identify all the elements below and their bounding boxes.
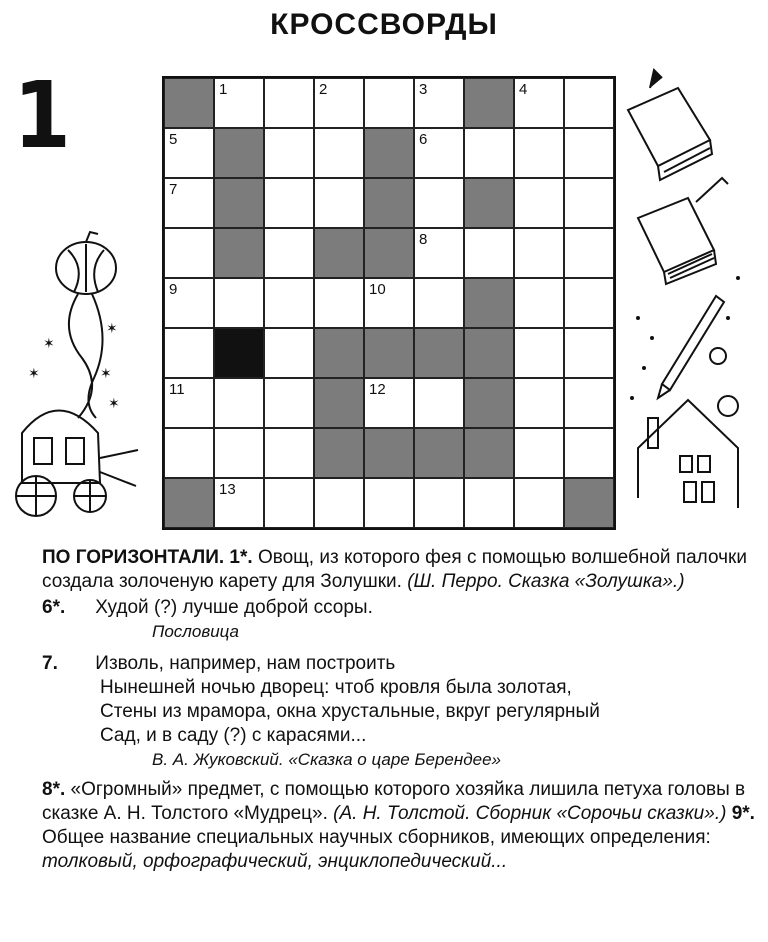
grid-cell[interactable] [164,328,214,378]
grid-cell[interactable] [414,278,464,328]
grid-cell[interactable] [514,178,564,228]
clue-text: «Огромный» предмет, с помощью которого хозяйка лишила петуха головы в сказке А. Н. Толстого «Мудрец». [42,779,746,824]
grid-cell[interactable] [214,278,264,328]
clue-number: 7. [42,653,58,674]
grid-cell[interactable] [514,128,564,178]
grid-cell[interactable] [264,478,314,528]
crossword-grid[interactable] [162,76,616,530]
grid-cell[interactable] [564,378,614,428]
grid-cell[interactable] [264,78,314,128]
grid-cell[interactable] [164,278,214,328]
verse-line: Нынешней ночью дворец: чтоб кровля была золотая, [100,677,572,698]
verse-line: Сад, и в саду (?) с карасями... [100,725,367,746]
shaded-cell [364,178,414,228]
grid-cell[interactable] [314,178,364,228]
grid-cell[interactable] [414,78,464,128]
clues-section [12,546,760,874]
grid-cell[interactable] [564,178,614,228]
grid-cell[interactable] [514,228,564,278]
shaded-cell [214,128,264,178]
grid-cell[interactable] [564,278,614,328]
clue-number: 9*. [731,803,755,824]
grid-cell[interactable] [264,328,314,378]
shaded-cell [564,478,614,528]
cell-number: 3 [419,81,428,98]
grid-cell[interactable] [464,478,514,528]
grid-cell[interactable] [214,378,264,428]
shaded-cell [464,328,514,378]
clue-number: 6*. [42,597,66,618]
grid-cell[interactable] [214,78,264,128]
grid-cell[interactable] [264,178,314,228]
grid-cell[interactable] [364,78,414,128]
grid-cell[interactable] [164,128,214,178]
clue-text: Худой (?) лучше доброй ссоры. [95,597,373,618]
shaded-cell [314,428,364,478]
black-cell [214,328,264,378]
shaded-cell [464,378,514,428]
shaded-cell [314,328,364,378]
clue-number: 8*. [42,779,66,800]
grid-cell[interactable] [414,228,464,278]
shaded-cell [364,428,414,478]
grid-cell[interactable] [514,278,564,328]
shaded-cell [164,78,214,128]
shaded-cell [464,178,514,228]
shaded-cell [314,378,364,428]
clue-number: 1*. [229,547,253,568]
shaded-cell [414,328,464,378]
page-title: КРОССВОРДЫ [270,8,498,41]
svg-text:✶: ✶ [108,396,120,412]
cell-number: 11 [169,381,185,398]
shaded-cell [464,428,514,478]
grid-cell[interactable] [264,378,314,428]
shaded-cell [364,128,414,178]
clue-text: толковый, орфографический, энциклопедический... [42,851,508,872]
cell-number: 5 [169,131,178,148]
grid-cell[interactable] [564,128,614,178]
shaded-cell [314,228,364,278]
shaded-cell [414,428,464,478]
clue-text: Овощ, из которого фея с помощью волшебной палочки создала золоченую карету для Золушки. [42,547,747,592]
grid-cell[interactable] [514,378,564,428]
grid-cell[interactable] [314,478,364,528]
grid-cell[interactable] [164,178,214,228]
grid-cell[interactable] [464,228,514,278]
grid-cell[interactable] [164,428,214,478]
grid-cell[interactable] [414,378,464,428]
grid-cell[interactable] [264,428,314,478]
shaded-cell [164,478,214,528]
grid-cell[interactable] [514,428,564,478]
grid-cell[interactable] [414,478,464,528]
cell-number: 7 [169,181,178,198]
grid-cell[interactable] [314,78,364,128]
svg-text:✶: ✶ [43,336,55,352]
books-house-icon [618,68,758,518]
cell-number: 9 [169,281,178,298]
cell-number: 8 [419,231,428,248]
grid-cell[interactable] [564,328,614,378]
cell-number: 2 [319,81,328,98]
grid-cell[interactable] [314,278,364,328]
clue-source: Пословица [152,622,240,641]
shaded-cell [214,178,264,228]
across-heading: ПО ГОРИЗОНТАЛИ. [42,547,225,568]
grid-cell[interactable] [414,128,464,178]
grid-cell[interactable] [264,128,314,178]
cell-number: 6 [419,131,428,148]
grid-cell[interactable] [514,78,564,128]
shaded-cell [464,78,514,128]
grid-cell[interactable] [264,228,314,278]
grid-cell[interactable] [464,128,514,178]
cell-number: 4 [519,81,528,98]
cell-number: 13 [219,481,236,498]
grid-cell[interactable] [364,278,414,328]
puzzle-number: 1 [13,62,71,169]
grid-cell[interactable] [414,178,464,228]
grid-cell[interactable] [514,328,564,378]
grid-cell[interactable] [364,378,414,428]
clue-text: Общее название специальных научных сборников, имеющих определения: [42,827,711,848]
grid-cell[interactable] [164,228,214,278]
grid-cell[interactable] [264,278,314,328]
shaded-cell [214,228,264,278]
pumpkin-carriage-icon [8,228,148,528]
grid-cell[interactable] [214,428,264,478]
cell-number: 12 [369,381,386,398]
grid-cell[interactable] [364,478,414,528]
verse-line: Стены из мрамора, окна хрустальные, вкруг регулярный [100,701,600,722]
grid-cell[interactable] [514,478,564,528]
svg-text:✶: ✶ [106,321,118,337]
cell-number: 10 [369,281,386,298]
clue-source: (Ш. Перро. Сказка «Золушка».) [407,571,685,592]
clue-source: (А. Н. Толстой. Сборник «Сорочьи сказки».) [333,803,727,824]
verse-line: Изволь, например, нам построить [95,653,396,674]
clue-source: В. А. Жуковский. «Сказка о царе Берендее» [152,750,501,769]
shaded-cell [364,328,414,378]
grid-cell[interactable] [164,378,214,428]
svg-text:✶: ✶ [100,366,112,382]
grid-cell[interactable] [564,228,614,278]
grid-cell[interactable] [564,428,614,478]
grid-cell[interactable] [564,78,614,128]
grid-cell[interactable] [314,128,364,178]
grid-cell[interactable] [214,478,264,528]
svg-text:✶: ✶ [28,366,40,382]
shaded-cell [464,278,514,328]
shaded-cell [364,228,414,278]
cell-number: 1 [219,81,228,98]
